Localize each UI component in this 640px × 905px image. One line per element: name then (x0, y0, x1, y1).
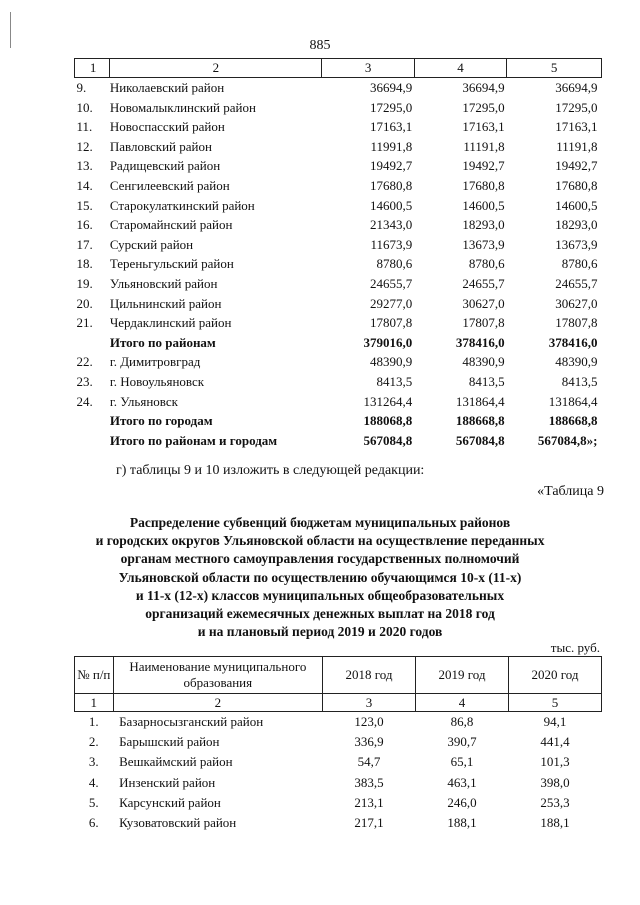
header-cell-name: Наименование муниципального образования (113, 657, 322, 694)
table-total-row (75, 411, 602, 431)
table-row (75, 813, 602, 833)
row-number: 12. (76, 138, 93, 154)
row-value: 8780,6 (561, 256, 598, 272)
table-row (75, 254, 602, 274)
row-value: 11673,9 (370, 236, 413, 252)
table-row (75, 137, 602, 157)
row-number: 21. (76, 315, 93, 331)
row-number: 9. (76, 80, 87, 95)
table-row (75, 196, 602, 216)
row-value: 21343,0 (370, 217, 413, 233)
row-value: 24655,7 (370, 275, 413, 291)
row-value: 390,7 (447, 734, 477, 750)
row-name: Итого по районам (109, 334, 216, 350)
row-value: 17163,1 (370, 119, 413, 135)
row-value: 24655,7 (555, 275, 598, 291)
row-value: 17680,8 (555, 177, 598, 193)
row-name: Сурский район (109, 236, 194, 252)
row-number: 15. (76, 197, 93, 213)
row-value: 336,9 (354, 734, 384, 750)
row-value: 94,1 (543, 714, 567, 729)
header-cell-year: 2019 год (416, 657, 509, 694)
row-value: 398,0 (540, 774, 570, 790)
row-value: 17163,1 (462, 119, 505, 135)
row-name: г. Ульяновск (109, 393, 178, 409)
row-number: 5. (88, 794, 99, 810)
row-name: Николаевский район (109, 80, 225, 95)
row-value: 383,5 (354, 774, 384, 790)
row-name: Вешкаймский район (119, 754, 233, 770)
row-value: 18293,0 (462, 217, 505, 233)
row-number: 17. (76, 236, 93, 252)
row-name: Старокулаткинский район (109, 197, 255, 213)
row-name: Барышский район (119, 734, 220, 750)
heading-line: органам местного самоуправления государственных полномочий (120, 551, 520, 567)
row-name: Итого по районам и городам (109, 432, 278, 448)
row-value: 19492,7 (370, 158, 413, 174)
row-value: 131864,4 (455, 393, 505, 409)
heading-line: Ульяновской области по осуществлению обучающимся 10-х (11-х) (118, 569, 522, 585)
header-cell: 4 (414, 59, 506, 78)
row-number: 24. (76, 393, 93, 409)
row-name: Итого по городам (109, 413, 213, 429)
row-value: 14600,5 (462, 197, 505, 213)
table-row (75, 274, 602, 294)
row-number (75, 333, 110, 353)
row-name: Кузоватовский район (119, 815, 237, 831)
row-value: 30627,0 (462, 295, 505, 311)
row-value: 17680,8 (370, 177, 413, 193)
page-number: 885 (309, 38, 331, 53)
row-value: 48390,9 (462, 354, 505, 370)
row-value: 36694,9 (555, 80, 598, 95)
row-value: 17807,8 (370, 315, 413, 331)
table-row (75, 793, 602, 813)
row-value: 65,1 (450, 754, 474, 770)
row-value: 253,3 (540, 794, 570, 810)
row-value: 567084,8 (363, 432, 413, 448)
top-table-header-row (75, 59, 602, 78)
row-name: Цильнинский район (109, 295, 222, 311)
row-number: 23. (76, 373, 93, 389)
row-value: 8413,5 (468, 373, 505, 389)
row-number: 2. (88, 734, 99, 750)
row-value: 86,8 (450, 714, 474, 729)
header-cell: 5 (507, 59, 602, 78)
row-value: 101,3 (540, 754, 570, 770)
row-value: 17295,0 (462, 99, 505, 115)
row-value: 19492,7 (462, 158, 505, 174)
row-number (75, 431, 110, 451)
row-value: 11191,8 (556, 138, 598, 154)
row-value: 213,1 (354, 794, 384, 810)
row-number: 14. (76, 177, 93, 193)
table-row (75, 752, 602, 772)
heading-line: и 11-х (12-х) классов муниципальных общеобразовательных (135, 587, 505, 603)
bottom-table-number-row (75, 694, 602, 712)
table-row (75, 392, 602, 412)
row-value: 36694,9 (370, 80, 413, 95)
row-value: 188668,8 (455, 413, 505, 429)
bottom-table (74, 656, 602, 833)
header-cell: 5 (509, 694, 602, 712)
table-row (75, 352, 602, 372)
table-row (75, 235, 602, 255)
row-value: 567084,8 (455, 432, 505, 448)
table-row (75, 313, 602, 333)
row-name: Новомалыклинский район (109, 99, 256, 115)
row-value: 8780,6 (376, 256, 413, 272)
row-value: 8413,5 (561, 373, 598, 389)
row-value: 48390,9 (370, 354, 413, 370)
row-name: Инзенский район (119, 774, 216, 790)
row-value: 131264,4 (363, 393, 413, 409)
row-value: 188,1 (540, 815, 570, 831)
row-number: 19. (76, 275, 93, 291)
row-number: 4. (88, 774, 99, 790)
row-value: 36694,9 (462, 80, 505, 95)
row-value: 567084,8»; (537, 432, 598, 448)
row-name: Радищевский район (109, 158, 221, 174)
row-number (75, 411, 110, 431)
row-value: 441,4 (540, 734, 570, 750)
row-name: Базарносызганский район (119, 714, 264, 729)
row-value: 17680,8 (462, 177, 505, 193)
row-value: 17807,8 (555, 315, 598, 331)
header-cell: 2 (113, 694, 322, 712)
header-cell-year: 2018 год (323, 657, 416, 694)
row-value: 188,1 (447, 815, 477, 831)
header-cell: 3 (323, 694, 416, 712)
row-value: 246,0 (447, 794, 477, 810)
row-number: 22. (76, 354, 93, 370)
table-row (75, 294, 602, 314)
header-cell: 1 (75, 59, 110, 78)
row-value: 379016,0 (363, 334, 413, 350)
row-number: 1. (88, 714, 99, 729)
header-cell-year: 2020 год (509, 657, 602, 694)
table-row (75, 773, 602, 793)
row-value: 30627,0 (555, 295, 598, 311)
row-value: 123,0 (354, 714, 384, 729)
top-table (74, 58, 602, 450)
row-name: Сенгилеевский район (109, 177, 230, 193)
row-value: 17295,0 (370, 99, 413, 115)
header-cell: 3 (322, 59, 414, 78)
row-number: 11. (76, 119, 93, 135)
row-value: 24655,7 (462, 275, 505, 291)
row-name: Карсунский район (119, 794, 221, 810)
table-row (75, 156, 602, 176)
table-label: «Таблица 9 (537, 484, 604, 499)
row-number: 20. (76, 295, 93, 311)
row-name: Старомайнский район (109, 217, 233, 233)
header-cell-number: № п/п (75, 657, 114, 694)
row-value: 17295,0 (555, 99, 598, 115)
row-value: 11991,8 (370, 138, 413, 154)
row-value: 131864,4 (548, 393, 598, 409)
row-value: 48390,9 (555, 354, 598, 370)
bottom-table-header-row (75, 657, 602, 694)
table-heading (60, 514, 580, 641)
row-value: 19492,7 (555, 158, 598, 174)
row-value: 217,1 (354, 815, 384, 831)
table-row (75, 117, 602, 137)
row-value: 8413,5 (376, 373, 413, 389)
table-total-row (75, 431, 602, 451)
row-value: 13673,9 (462, 236, 505, 252)
table-row (75, 732, 602, 752)
row-number: 10. (76, 99, 93, 115)
row-name: Ульяновский район (109, 275, 218, 291)
table-total-row (75, 333, 602, 353)
row-value: 54,7 (357, 754, 381, 770)
units-label: тыс. руб. (550, 640, 600, 655)
amendment-note: г) таблицы 9 и 10 изложить в следующей редакции: (116, 463, 425, 478)
row-value: 463,1 (447, 774, 477, 790)
row-value: 17163,1 (555, 119, 598, 135)
table-row (75, 176, 602, 196)
row-number: 13. (76, 158, 93, 174)
table-row (75, 372, 602, 392)
row-value: 18293,0 (555, 217, 598, 233)
row-name: Тереньгульский район (109, 256, 234, 272)
header-cell: 4 (416, 694, 509, 712)
table-row (75, 98, 602, 118)
heading-line: и на плановый период 2019 и 2020 годов (197, 624, 443, 640)
row-name: г. Новоульяновск (109, 373, 205, 389)
row-value: 29277,0 (370, 295, 413, 311)
heading-line: Распределение субвенций бюджетам муниципальных районов (129, 515, 511, 530)
row-value: 188668,8 (548, 413, 598, 429)
table-row (75, 215, 602, 235)
row-value: 378416,0 (455, 334, 505, 350)
heading-line: и городских округов Ульяновской области на осуществление переданных (95, 533, 545, 549)
row-value: 11191,8 (463, 138, 505, 154)
row-value: 14600,5 (555, 197, 598, 213)
row-number: 18. (76, 256, 93, 272)
table-row (75, 712, 602, 733)
table-row (75, 78, 602, 98)
row-number: 16. (76, 217, 93, 233)
header-cell: 2 (110, 59, 322, 78)
row-value: 13673,9 (555, 236, 598, 252)
row-name: Новоспасский район (109, 119, 225, 135)
row-value: 188068,8 (363, 413, 413, 429)
row-name: Чердаклинский район (109, 315, 232, 331)
row-number: 3. (88, 754, 99, 770)
heading-line: организаций ежемесячных денежных выплат на 2018 год (145, 606, 495, 622)
row-number: 6. (88, 815, 99, 831)
row-value: 378416,0 (548, 334, 598, 350)
row-value: 17807,8 (462, 315, 505, 331)
row-value: 14600,5 (370, 197, 413, 213)
row-value: 8780,6 (468, 256, 505, 272)
row-name: Павловский район (109, 138, 212, 154)
header-cell: 1 (75, 694, 114, 712)
row-name: г. Димитровград (109, 354, 201, 370)
